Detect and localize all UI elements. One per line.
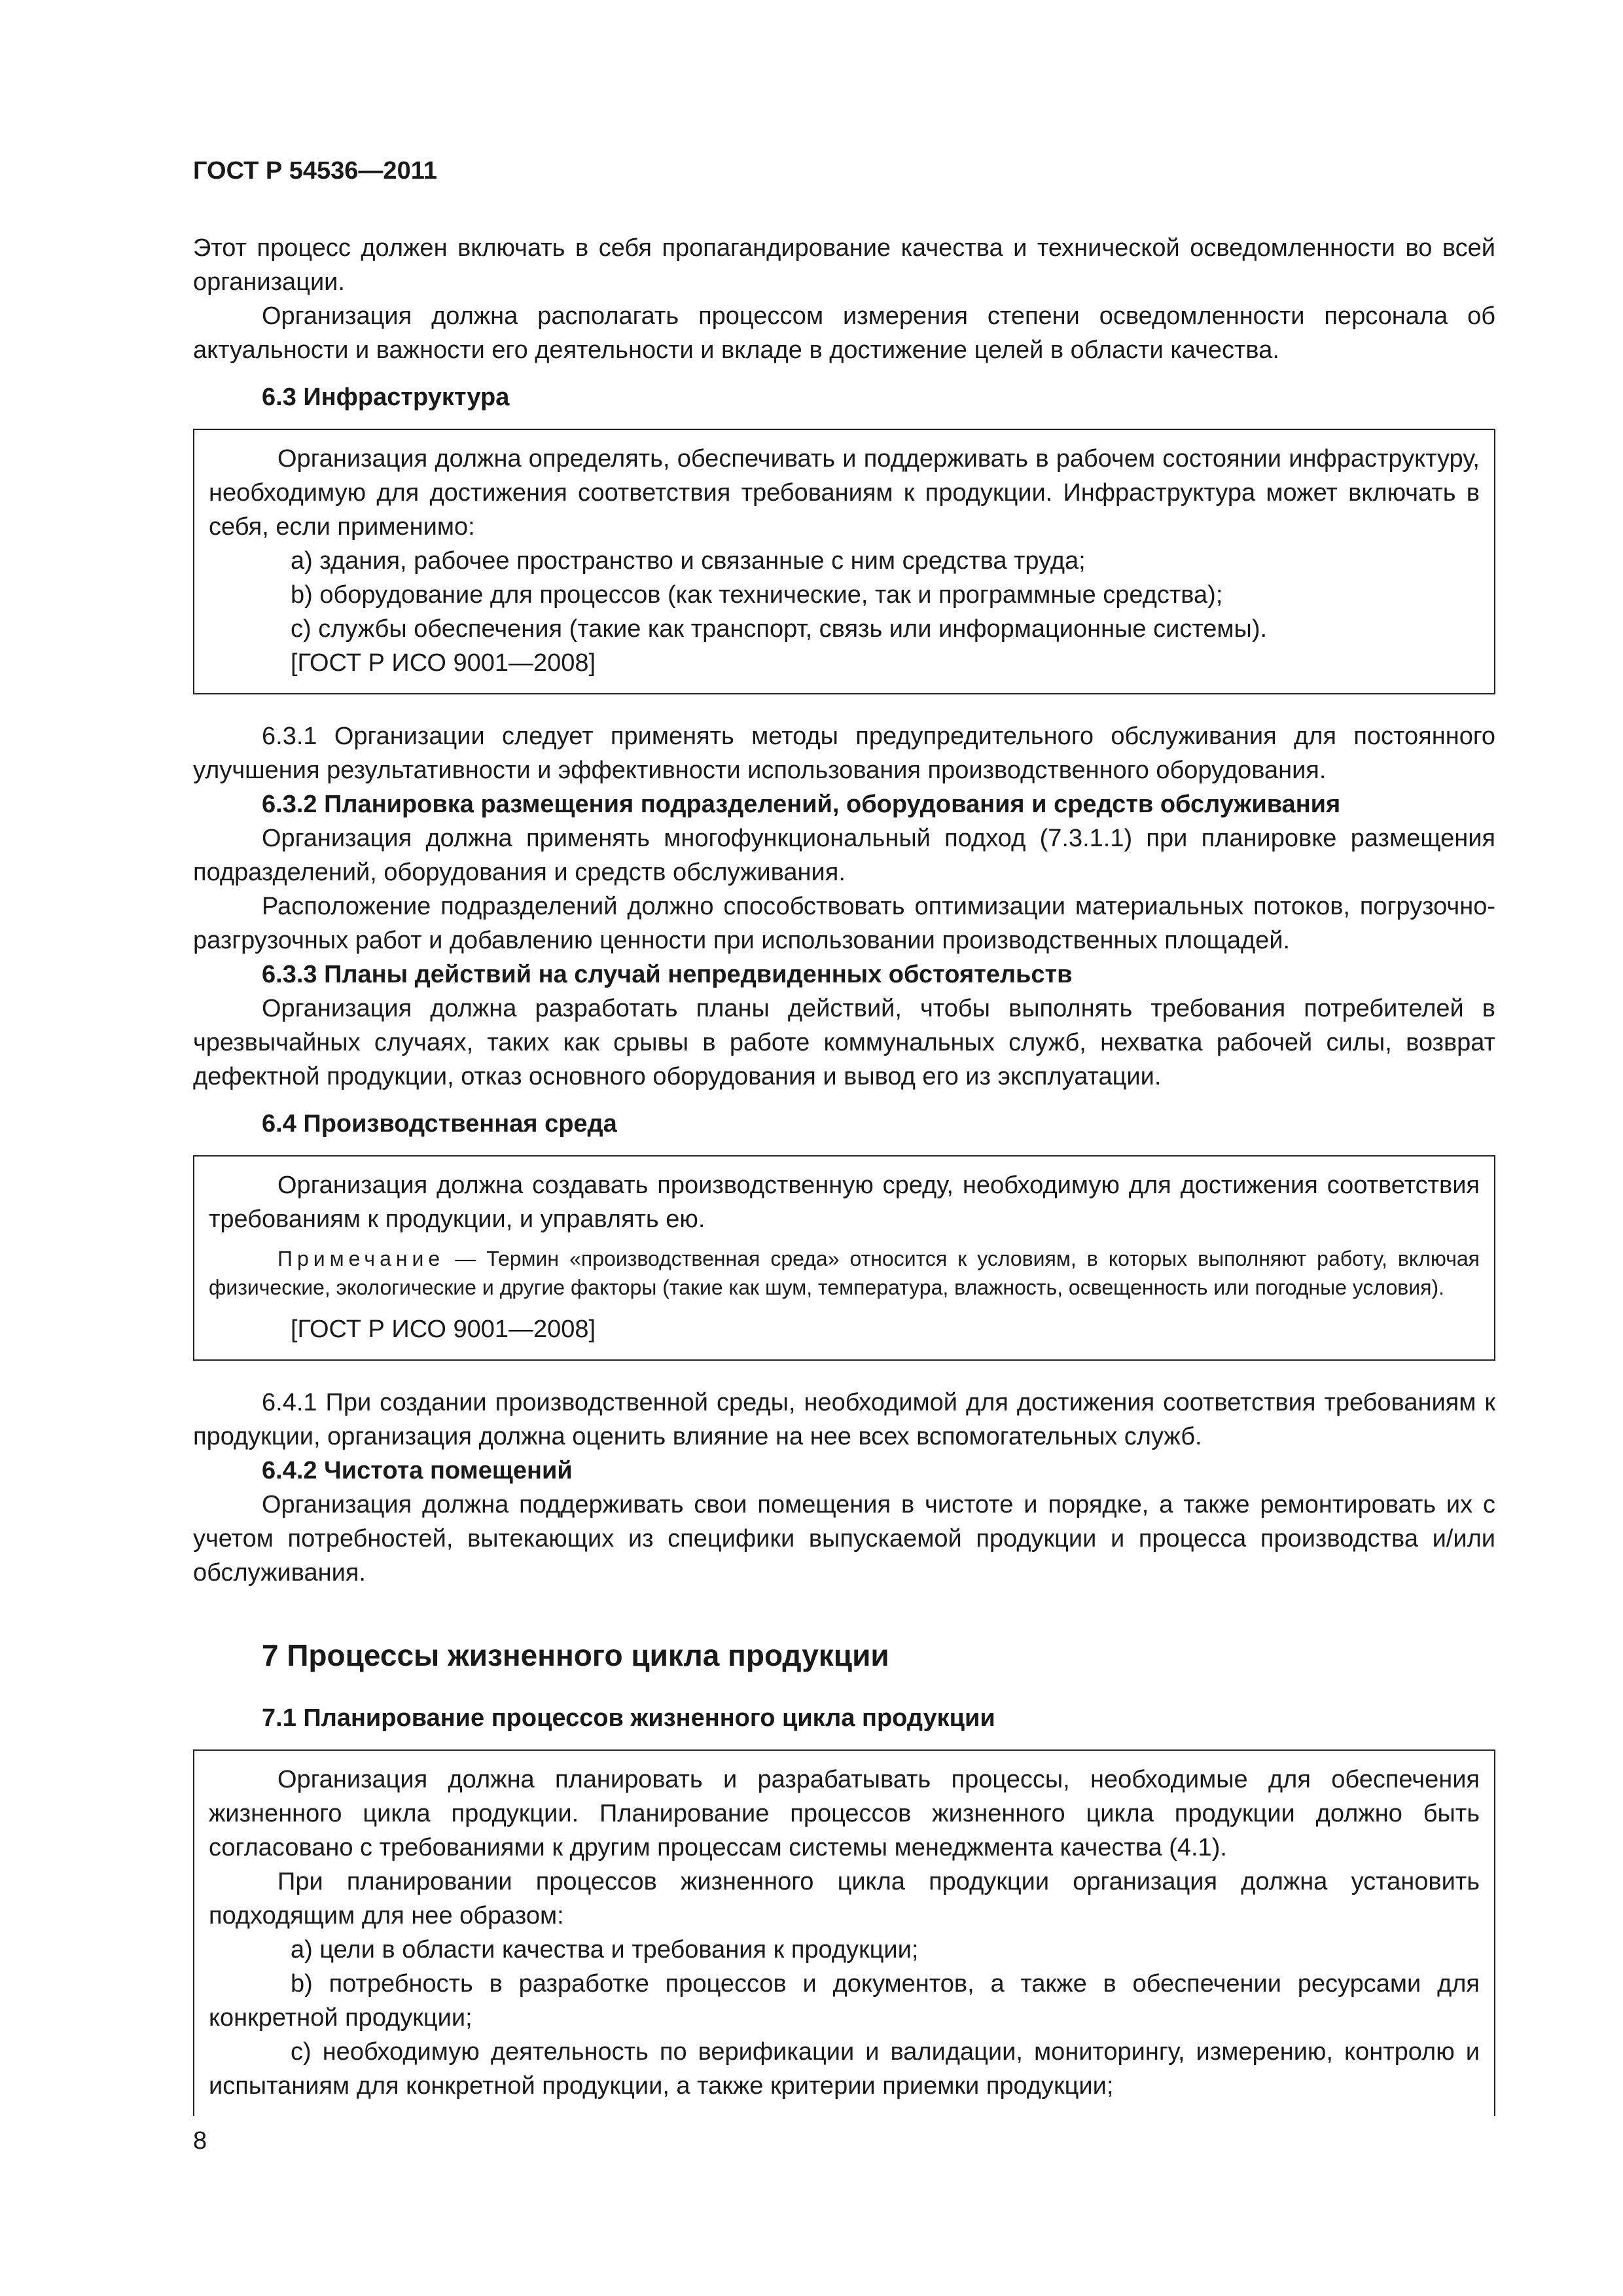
clause-6-3-2-paragraph-2: Расположение подразделений должно способствовать оптимизации материальных потоков, погрузочно-разгрузочных работ и добавлению ценности при использовании производственных площадей. [193, 893, 1495, 954]
section-6-4-title: 6.4 Производственная среда [262, 1110, 617, 1138]
quote-box-6-4 [193, 1155, 1495, 1361]
note-text: — Термин «производственная среда» относится к условиям, в которых выполняют работу, включая физические, экологические и другие факторы (такие как шум, температура, влажность, освещенность или погодные условия). [209, 1247, 1480, 1299]
section-7-1-title: 7.1 Планирование процессов жизненного цикла продукции [262, 1704, 995, 1732]
note-label: Примечание [277, 1247, 445, 1270]
clause-6-4-2-paragraph: Организация должна поддерживать свои помещения в чистоте и порядке, а также ремонтировать их с учетом потребностей, вытекающих из специфики выпускаемой продукции и процесса производства и/или обслуживания. [193, 1491, 1495, 1587]
list-item: a) цели в области качества и требования к продукции; [291, 1936, 919, 1964]
clause-6-3-3-paragraph: Организация должна разработать планы действий, чтобы выполнять требования потребителей в чрезвычайных случаях, таких как срывы в работе коммунальных служб, нехватка рабочей силы, возврат дефектной продукции, отказ основного оборудования и вывод его из эксплуатации. [193, 995, 1495, 1090]
intro-paragraph-2: Организация должна располагать процессом измерения степени осведомленности персонала об актуальности и важности его деятельности и вкладе в достижение целей в области качества. [193, 302, 1495, 364]
page-number: 8 [193, 2127, 207, 2155]
note [209, 1244, 1480, 1302]
intro-paragraph-1: Этот процесс должен включать в себя пропагандирование качества и технической осведомленности во всей организации. [193, 234, 1495, 296]
quote-paragraph-1: Организация должна планировать и разрабатывать процессы, необходимые для обеспечения жизненного цикла продукции. Планирование процессов жизненного цикла продукции должно быть согласовано с требованиями к другим процессам системы менеджмента качества (4.1). [209, 1766, 1480, 1861]
clause-6-4-2-title: 6.4.2 Чистота помещений [262, 1457, 573, 1484]
clause-6-4-1: 6.4.1 При создании производственной среды, необходимой для достижения соответствия требованиям к продукции, организация должна оценить влияние на нее всех вспомогательных служб. [193, 1389, 1495, 1450]
section-7-title: 7 Процессы жизненного цикла продукции [262, 1638, 889, 1672]
clause-6-3-1: 6.3.1 Организации следует применять методы предупредительного обслуживания для постоянного улучшения результативности и эффективности использования производственного оборудования. [193, 723, 1495, 784]
list-item: b) оборудование для процессов (как технические, так и программные средства); [291, 581, 1223, 609]
reference: [ГОСТ Р ИСО 9001—2008] [291, 649, 596, 677]
clause-6-3-3-title: 6.3.3 Планы действий на случай непредвиденных обстоятельств [262, 961, 1073, 988]
document-header: ГОСТ Р 54536—2011 [193, 157, 437, 185]
clause-6-3-2-title: 6.3.2 Планировка размещения подразделений, оборудования и средств обслуживания [262, 791, 1341, 818]
quote-paragraph: Организация должна определять, обеспечивать и поддерживать в рабочем состоянии инфраструктуру, необходимую для достижения соответствия требованиям к продукции. Инфраструктура может включать в себя, если применимо: [209, 445, 1480, 541]
document-page [193, 157, 1495, 2116]
list-item: b) потребность в разработке процессов и документов, а также в обеспечении ресурсами для конкретной продукции; [209, 1970, 1480, 2032]
quote-paragraph-2: При планировании процессов жизненного цикла продукции организация должна установить подходящим для нее образом: [209, 1868, 1480, 1929]
list-item: c) необходимую деятельность по верификации и валидации, мониторингу, измерению, контролю и испытаниям для конкретной продукции, а также критерии приемки продукции; [209, 2038, 1480, 2100]
list-item: c) службы обеспечения (такие как транспорт, связь или информационные системы). [291, 615, 1268, 643]
quote-box-7-1 [193, 1749, 1495, 2116]
quote-paragraph: Организация должна создавать производственную среду, необходимую для достижения соответствия требованиям к продукции, и управлять ею. [209, 1172, 1480, 1233]
clause-6-3-2-paragraph-1: Организация должна применять многофункциональный подход (7.3.1.1) при планировке размещения подразделений, оборудования и средств обслуживания. [193, 825, 1495, 886]
list-item: a) здания, рабочее пространство и связанные с ним средства труда; [291, 547, 1086, 575]
section-6-3-title: 6.3 Инфраструктура [262, 384, 510, 411]
reference: [ГОСТ Р ИСО 9001—2008] [291, 1316, 596, 1343]
quote-box-6-3 [193, 429, 1495, 694]
